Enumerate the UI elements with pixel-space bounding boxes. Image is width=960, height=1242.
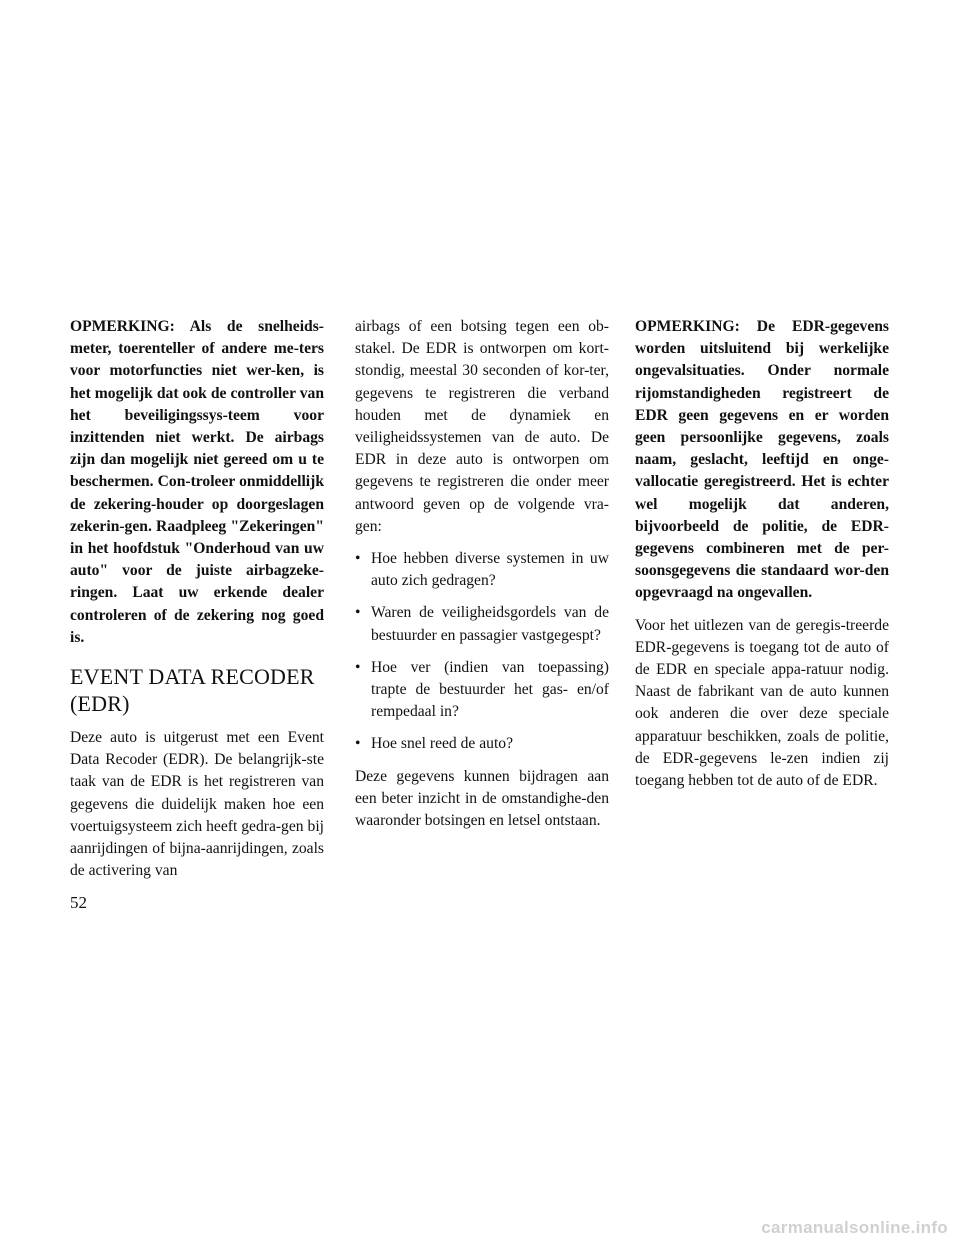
- section-heading-line2: (EDR): [70, 691, 130, 717]
- edr-description-paragraph: airbags of een botsing tegen een ob-stakel. De EDR is ontworpen om kort-stondig, meestal 30 seconden of kor-ter, gegevens te registreren die verband houden met de dynamiek en veiligheidssystemen van de auto. De EDR in deze auto is ontworpen om gegevens te registreren die onder meer antwoord geven op de volgende vra-gen:: [355, 318, 609, 535]
- list-item: • Hoe ver (indien van toepassing) trapte de bestuurder het gas- en/of rempedaal in?: [355, 657, 609, 724]
- watermark: carmanualsonline.info: [761, 1218, 948, 1237]
- edr-readout-paragraph: Voor het uitlezen van de geregis-treerde EDR-gegevens is toegang tot de auto of de EDR en speciale appa-ratuur nodig. Naast de fabrikant van de auto kunnen ook anderen die over deze speciale apparatuur beschikken, zoals de politie, de EDR-gegevens le-zen indien zij toegang hebben tot de auto of de EDR.: [635, 616, 889, 790]
- page-number: 52: [70, 893, 87, 912]
- edr-insight-paragraph: Deze gegevens kunnen bijdragen aan een beter inzicht in de omstandighe-den waaronder botsingen en letsel ontstaan.: [355, 767, 609, 830]
- column-right: [635, 316, 889, 802]
- column-left: [70, 316, 324, 892]
- section-heading: [70, 663, 324, 717]
- list-item: • Hoe hebben diverse systemen in uw auto zich gedragen?: [355, 548, 609, 592]
- list-item: • Hoe snel reed de auto?: [355, 733, 609, 755]
- column-middle: [355, 316, 609, 842]
- question-list: [355, 548, 609, 756]
- edr-intro-paragraph: Deze auto is uitgerust met een Event Data Recoder (EDR). De belangrijk-ste taak van de EDR is het registreren van gegevens die duidelijk maken hoe een voertuigsysteem zich heeft gedra-gen bij aanrijdingen of bijna-aanrijdingen, zoals de activering van: [70, 729, 324, 880]
- section-heading-line1: EVENT DATA RECODER: [70, 664, 315, 690]
- list-item: • Waren de veiligheidsgordels van de bestuurder en passagier vastgegespt?: [355, 602, 609, 646]
- airbag-warning-note: OPMERKING: Als de snelheids-meter, toerenteller of andere me-ters voor motorfuncties niet wer-ken, is het mogelijk dat ook de controller van het beveiligingssys-teem voor inzittenden niet werkt. De airbags zijn dan mogelijk niet gereed om u te beschermen. Con-troleer onmiddellijk de zekering-houder op doorgeslagen zekerin-gen. Raadpleeg "Zekeringen" in het hoofdstuk "Onderhoud van uw auto" voor de juiste airbagzeke-ringen. Laat uw erkende dealer controleren of de zekering nog goed is.: [70, 318, 324, 646]
- edr-privacy-note: OPMERKING: De EDR-gegevens worden uitsluitend bij werkelijke ongevalsituaties. Onder normale rijomstandigheden registreert de EDR geen gegevens en er worden geen persoonlijke gegevens, zoals naam, geslacht, leeftijd en onge-vallocatie geregistreerd. Het is echter wel mogelijk dat anderen, bijvoorbeeld de politie, de EDR-gegevens combineren met de per-soonsgegevens die standaard wor-den opgevraagd na ongevallen.: [635, 318, 889, 602]
